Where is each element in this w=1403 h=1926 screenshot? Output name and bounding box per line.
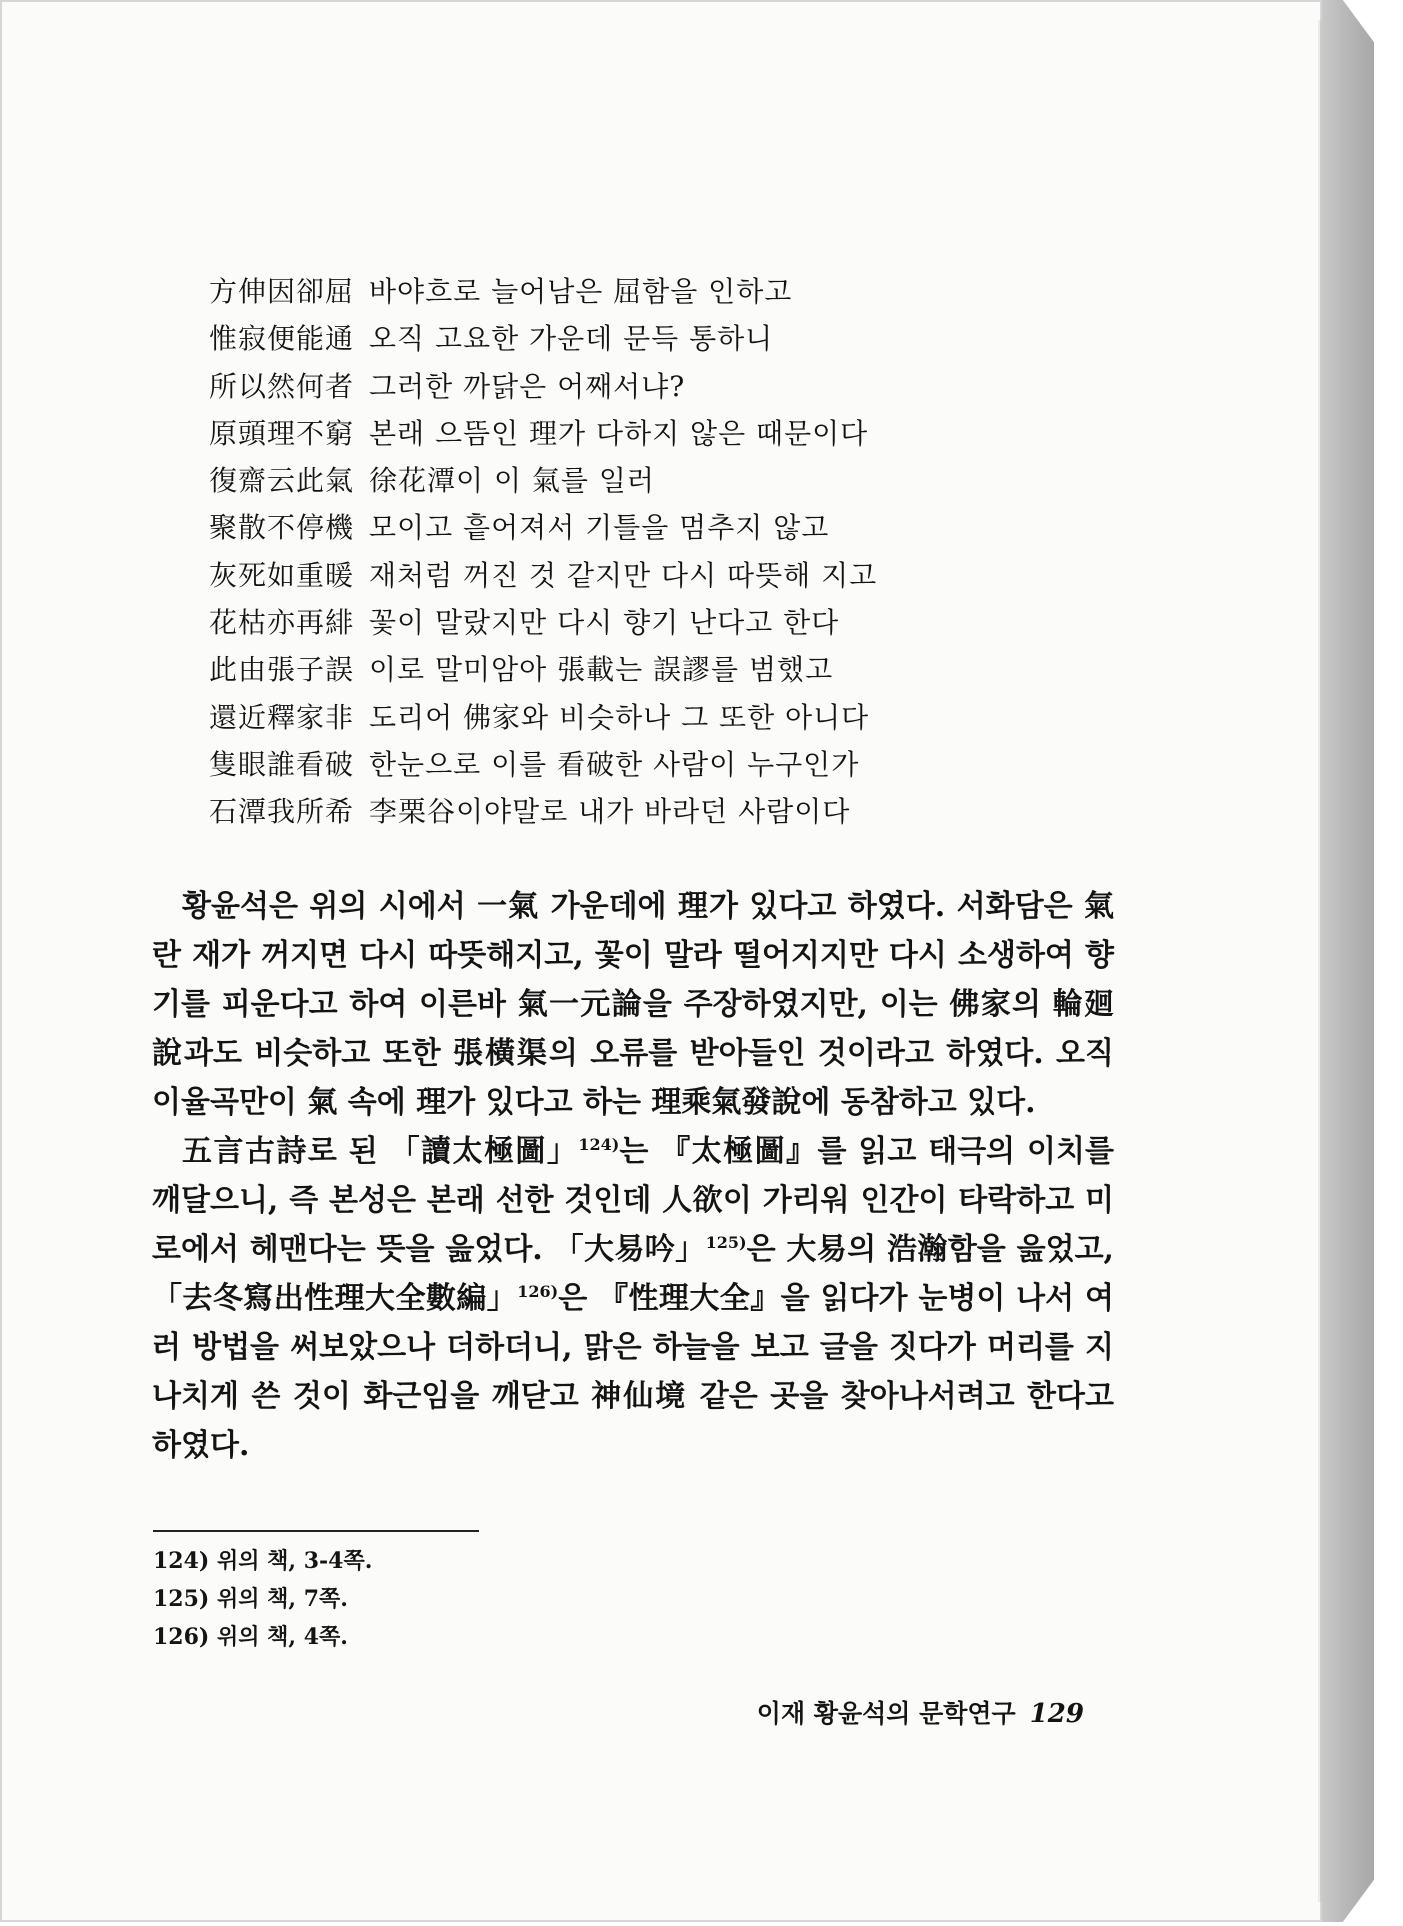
footnote-ref-126[interactable]: 126) xyxy=(517,1282,559,1301)
footnote-126: 126) 위의 책, 4쪽. xyxy=(153,1624,348,1650)
running-footer xyxy=(744,1694,1084,1730)
poem-hanja: 復齋云此氣 xyxy=(209,464,355,498)
paragraph-2 xyxy=(152,1127,1114,1470)
poem-line xyxy=(209,601,909,648)
poem-line xyxy=(209,696,909,743)
poem-line xyxy=(209,743,909,790)
poem-translation: 그러한 까닭은 어째서냐? xyxy=(369,369,686,403)
footnote-ref-125[interactable]: 125) xyxy=(705,1233,747,1252)
paragraph-2-text: 은 『性理大全』을 읽다가 눈병이 나서 여러 방법을 써보았으나 더하더니, 맑은 하늘을 보고 글을 짓다가 머리를 지나치게 쓴 것이 화근임을 깨닫고 神仙境 같은 곳을 찾아나서려고 한다고 하였다. xyxy=(152,1281,1114,1463)
poem-translation: 본래 으뜸인 理가 다하지 않은 때문이다 xyxy=(369,416,869,450)
footnote-125: 125) 위의 책, 7쪽. xyxy=(153,1586,348,1612)
poem-translation: 徐花潭이 이 氣를 일러 xyxy=(369,464,655,498)
body-text xyxy=(152,882,1114,1470)
footnote-124: 124) 위의 책, 3-4쪽. xyxy=(153,1548,373,1574)
paragraph-2-text: 는 『太極圖』를 읽고 태극의 이치를 깨달으니, 즉 본성은 본래 선한 것인데 人欲이 가리워 인간이 타락하고 미로에서 헤맨다는 뜻을 읊었다. 「大易吟」 xyxy=(152,1134,1115,1267)
poem-translation: 모이고 흩어져서 기틀을 멈추지 않고 xyxy=(369,511,830,545)
poem-hanja: 聚散不停機 xyxy=(209,511,355,545)
poem-hanja: 方伸因卻屈 xyxy=(209,275,355,308)
poem-line xyxy=(209,365,909,412)
poem-translation: 한눈으로 이를 看破한 사람이 누구인가 xyxy=(369,747,860,781)
poem-hanja: 石潭我所希 xyxy=(209,795,355,829)
poem-translation: 이로 말미암아 張載는 誤謬를 범했고 xyxy=(369,653,834,687)
paragraph-2-text: 은 大易의 浩瀚함을 읊었고, 「去冬寫出性理大全數編」 xyxy=(152,1232,1115,1316)
footnote-ref-124[interactable]: 124) xyxy=(578,1135,620,1154)
poem-hanja: 此由張子誤 xyxy=(209,653,355,687)
poem-line xyxy=(209,317,909,364)
paragraph-2-text: 五言古詩로 된 「讀太極圖」 xyxy=(182,1134,579,1169)
poem-translation: 도리어 佛家와 비슷하나 그 또한 아니다 xyxy=(369,700,870,734)
poem-hanja: 原頭理不窮 xyxy=(209,416,355,450)
footnote-divider xyxy=(153,1530,479,1532)
paragraph-1: 황윤석은 위의 시에서 一氣 가운데에 理가 있다고 하였다. 서화담은 氣란 재가 꺼지면 다시 따뜻해지고, 꽃이 말라 떨어지지만 다시 소생하여 향기를 피운다고 하여 이른바 氣一元論을 주장하였지만, 이는 佛家의 輪廻說과도 비슷하고 또한 張橫渠의 오류를 받아들인 것이라고 하였다. 오직 이율곡만이 氣 속에 理가 있다고 하는 理乘氣發說에 동참하고 있다. xyxy=(152,889,1114,1120)
footnotes xyxy=(153,1542,372,1656)
poem-translation: 꽃이 말랐지만 다시 향기 난다고 한다 xyxy=(369,606,840,640)
poem-hanja: 灰死如重暖 xyxy=(209,558,355,592)
poem-hanja: 還近釋家非 xyxy=(209,700,355,734)
poem-translation: 오직 고요한 가운데 문득 통하니 xyxy=(369,322,774,356)
poem-hanja: 隻眼誰看破 xyxy=(209,747,355,781)
poem-translation: 바야흐로 늘어남은 屈함을 인하고 xyxy=(369,275,793,308)
poem-line xyxy=(209,459,909,506)
poem-line xyxy=(209,412,909,459)
poem-line xyxy=(209,648,909,695)
poem-block xyxy=(209,270,909,838)
page-number: 129 xyxy=(1029,1699,1084,1729)
poem-hanja: 惟寂便能通 xyxy=(209,322,355,356)
poem-line xyxy=(209,270,909,317)
poem-hanja: 花枯亦再緋 xyxy=(209,606,355,640)
running-title: 이재 황윤석의 문학연구 xyxy=(756,1699,1016,1728)
poem-translation: 李栗谷이야말로 내가 바라던 사람이다 xyxy=(369,795,851,829)
poem-line xyxy=(209,506,909,553)
book-page-edges xyxy=(1322,0,1374,1922)
poem-hanja: 所以然何者 xyxy=(209,369,355,403)
poem-translation: 재처럼 꺼진 것 같지만 다시 따뜻해 지고 xyxy=(369,558,878,592)
poem-line xyxy=(209,554,909,601)
poem-line xyxy=(209,790,909,837)
